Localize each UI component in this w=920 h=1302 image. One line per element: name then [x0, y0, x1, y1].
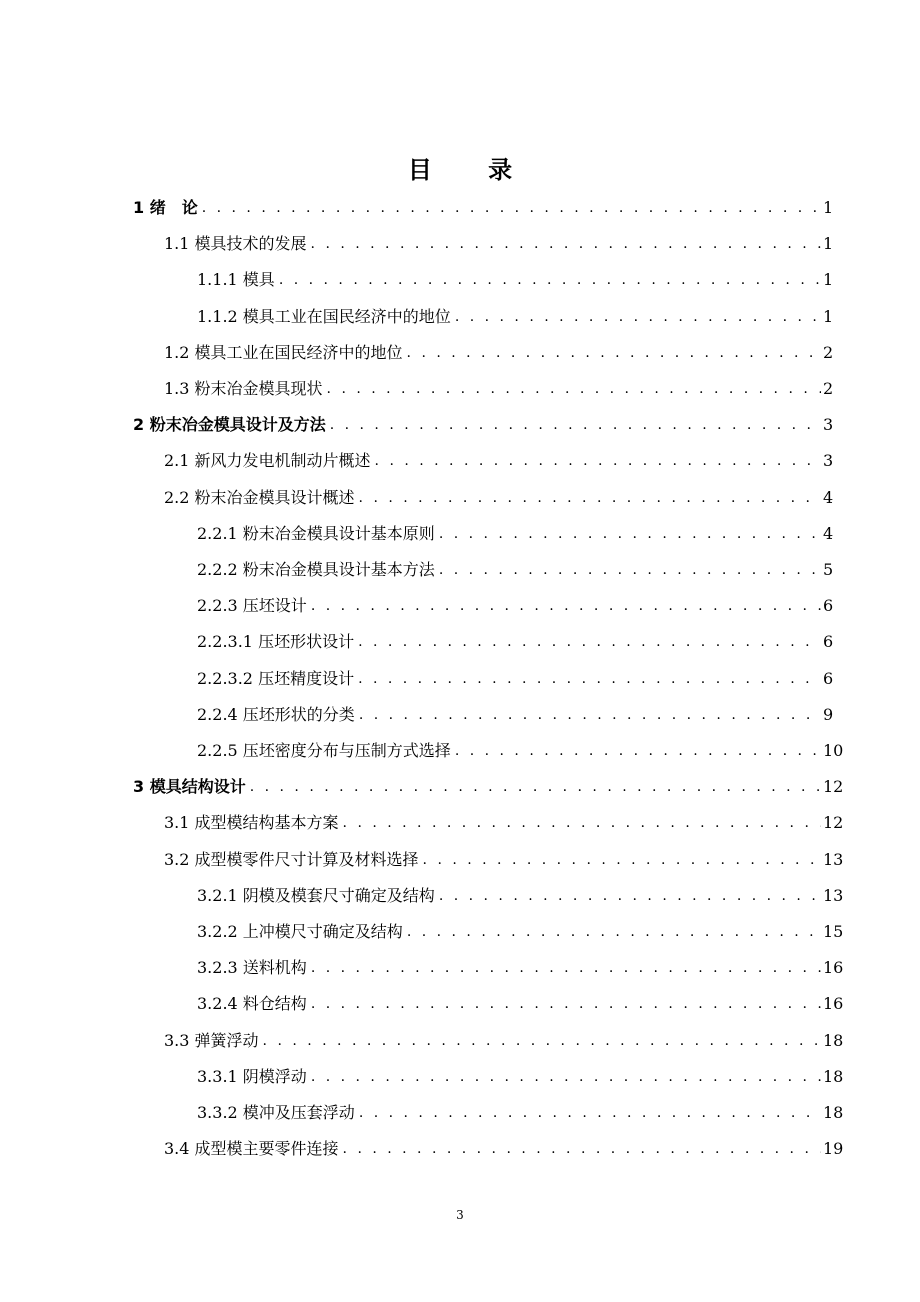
dot-leader	[311, 234, 821, 254]
toc-entry-page: 1	[823, 270, 834, 290]
toc-entry[interactable]	[197, 1097, 844, 1123]
toc-entry[interactable]	[197, 626, 833, 652]
toc-entry-page: 1	[823, 234, 834, 254]
dot-leader	[439, 560, 821, 580]
toc-entry[interactable]	[133, 771, 844, 797]
toc-entry-page: 12	[823, 813, 844, 833]
toc-entry-page: 19	[823, 1139, 844, 1159]
toc-entry-page: 13	[823, 849, 844, 869]
dot-leader	[423, 850, 821, 870]
toc-entry-label: 1.2 模具工业在国民经济中的地位	[164, 342, 403, 362]
toc-entry-page: 3	[823, 451, 834, 471]
toc-entry-page: 2	[823, 342, 834, 362]
dot-leader	[375, 451, 821, 471]
toc-entry-label: 2.1 新风力发电机制动片概述	[164, 451, 371, 471]
toc-entry-label: 3.2.1 阴模及模套尺寸确定及结构	[197, 885, 435, 905]
toc-entry[interactable]	[164, 228, 833, 254]
toc-entry-label: 3.3.1 阴模浮动	[197, 1066, 307, 1086]
dot-leader	[311, 596, 821, 616]
dot-leader	[407, 343, 821, 363]
dot-leader	[358, 669, 821, 689]
toc-entry-label: 2.2.2 粉末冶金模具设计基本方法	[197, 560, 435, 579]
toc-entry-page: 15	[823, 922, 844, 941]
dot-leader	[279, 270, 821, 290]
toc-entry-page: 6	[823, 632, 834, 652]
toc-entry-page: 16	[823, 958, 844, 978]
toc-entry-label: 3.2.3 送料机构	[197, 958, 307, 978]
toc-entry[interactable]	[197, 735, 844, 761]
toc-entry-label: 1.1.2 模具工业在国民经济中的地位	[197, 306, 451, 326]
toc-entry-page: 3	[823, 415, 834, 435]
toc-entry-page: 13	[823, 885, 844, 905]
toc-entry-label: 3.2.2 上冲模尺寸确定及结构	[197, 922, 403, 941]
toc-entry[interactable]	[164, 1133, 844, 1159]
toc-entry[interactable]	[197, 301, 833, 327]
toc-entry[interactable]	[164, 844, 844, 870]
toc-entry-label: 3.2 成型模零件尺寸计算及材料选择	[164, 849, 419, 869]
toc-entry-label: 2.2.3.2 压坯精度设计	[197, 668, 355, 688]
toc-entry-page: 2	[823, 379, 834, 398]
toc-entry-page: 1	[823, 306, 834, 326]
toc-entry-page: 10	[823, 741, 844, 760]
toc-entry-page: 6	[823, 596, 834, 616]
toc-entry-label: 2.2.4 压坯形状的分类	[197, 704, 355, 724]
toc-entry[interactable]	[164, 373, 833, 399]
toc-entry[interactable]	[197, 663, 833, 689]
dot-leader	[311, 958, 821, 978]
dot-leader	[439, 886, 821, 906]
dot-leader	[343, 813, 821, 833]
toc-entry-label: 1.1.1 模具	[197, 270, 275, 290]
toc-entry-label: 2 粉末冶金模具设计及方法	[133, 415, 326, 435]
toc-entry-page: 4	[823, 523, 834, 543]
dot-leader	[455, 741, 821, 761]
toc-entry-page: 4	[823, 487, 834, 507]
toc-entry-page: 12	[823, 777, 844, 797]
dot-leader	[359, 1103, 821, 1123]
toc-entry[interactable]	[164, 807, 844, 833]
dot-leader	[455, 307, 821, 327]
toc-entry-label: 3.3.2 模冲及压套浮动	[197, 1103, 355, 1122]
page-title: 目 录	[407, 156, 537, 184]
toc-entry[interactable]	[164, 482, 833, 508]
toc-entry-label: 2.2 粉末冶金模具设计概述	[164, 487, 355, 507]
toc-entry[interactable]	[197, 1061, 844, 1087]
toc-entry[interactable]	[197, 916, 844, 942]
toc-entry[interactable]	[133, 192, 833, 218]
toc-entry[interactable]	[197, 264, 833, 290]
toc-entry-page: 18	[823, 1103, 844, 1122]
toc-entry[interactable]	[197, 518, 833, 544]
toc-entry-label: 3.4 成型模主要零件连接	[164, 1139, 339, 1159]
toc-entry-label: 2.2.5 压坯密度分布与压制方式选择	[197, 741, 451, 760]
toc-entry-label: 2.2.3 压坯设计	[197, 596, 307, 616]
toc-entry-label: 1.3 粉末冶金模具现状	[164, 379, 323, 398]
toc-entry[interactable]	[164, 337, 833, 363]
dot-leader	[439, 524, 821, 544]
toc-entry-label: 1.1 模具技术的发展	[164, 234, 307, 254]
toc-entry[interactable]	[197, 699, 833, 725]
toc-entry-page: 1	[823, 198, 834, 217]
page-number: 3	[456, 1208, 464, 1222]
toc-entry[interactable]	[197, 880, 844, 906]
dot-leader	[359, 705, 821, 725]
toc-entry-page: 18	[823, 1030, 844, 1050]
toc-entry[interactable]	[164, 1025, 844, 1051]
toc-entry[interactable]	[133, 409, 833, 435]
toc-entry-label: 2.2.3.1 压坯形状设计	[197, 632, 355, 652]
toc-entry-label: 3.2.4 料仓结构	[197, 994, 307, 1014]
dot-leader	[407, 922, 821, 942]
dot-leader	[358, 632, 821, 652]
toc-entry-label: 3.1 成型模结构基本方案	[164, 813, 339, 833]
toc-entry-page: 16	[823, 994, 844, 1014]
dot-leader	[359, 488, 821, 508]
dot-leader	[202, 198, 821, 218]
dot-leader	[263, 1031, 821, 1051]
toc-entry[interactable]	[197, 554, 833, 580]
toc-entry-label: 2.2.1 粉末冶金模具设计基本原则	[197, 523, 435, 543]
toc-entry[interactable]	[197, 988, 844, 1014]
toc-entry-label: 3.3 弹簧浮动	[164, 1030, 259, 1050]
toc-entry-page: 6	[823, 668, 834, 688]
toc-entry[interactable]	[197, 952, 844, 978]
dot-leader	[327, 379, 821, 399]
toc-entry[interactable]	[164, 445, 833, 471]
toc-entry-label: 1 绪 论	[133, 198, 198, 217]
dot-leader	[343, 1139, 821, 1159]
dot-leader	[311, 1067, 821, 1087]
dot-leader	[250, 777, 821, 797]
toc-entry-label: 3 模具结构设计	[133, 777, 246, 797]
toc-entry-page: 9	[823, 704, 834, 724]
toc-entry-page: 18	[823, 1066, 844, 1086]
dot-leader	[311, 994, 821, 1014]
toc-entry-page: 5	[823, 560, 834, 579]
toc-entry[interactable]	[197, 590, 833, 616]
dot-leader	[330, 415, 821, 435]
